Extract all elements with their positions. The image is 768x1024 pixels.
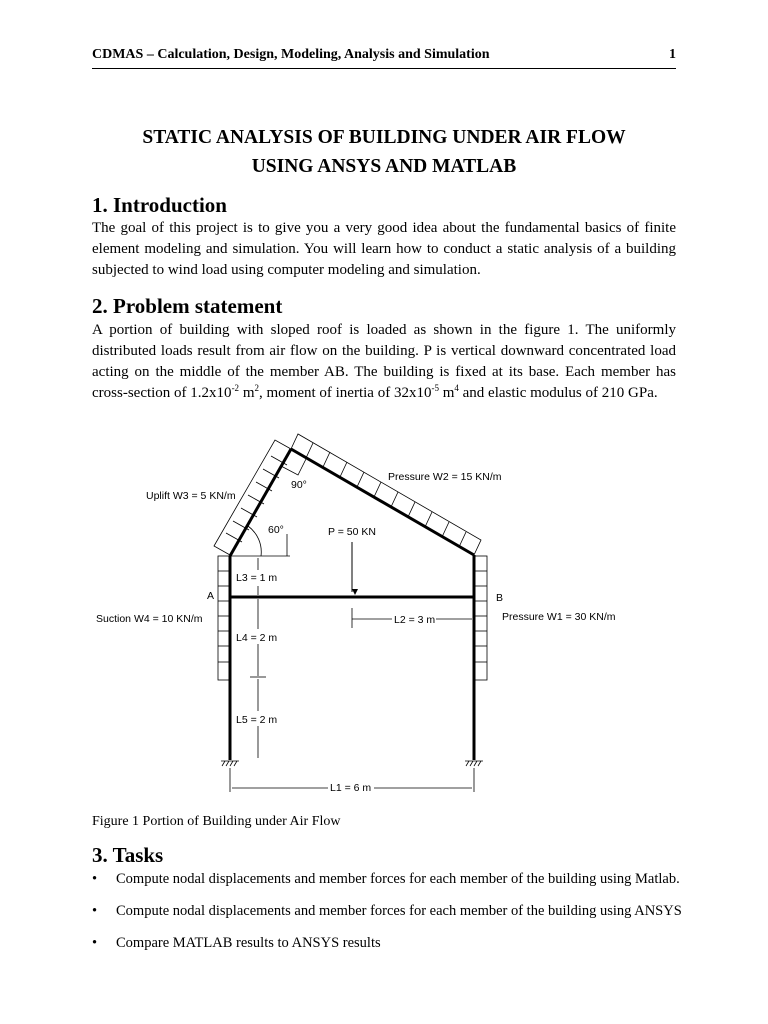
figure-caption: Figure 1 Portion of Building under Air Flow <box>92 814 341 829</box>
task-text: Compute nodal displacements and member forces for each member of the building using Matlab. <box>116 871 680 887</box>
heading-problem-statement: 2. Problem statement <box>92 294 283 318</box>
problem-text-d: m <box>438 385 455 401</box>
fixed-supports <box>221 761 483 766</box>
suction-load-blocks <box>218 556 230 680</box>
problem-text-e: and elastic modulus of 210 GPa. <box>458 385 658 401</box>
dimension-lines <box>230 558 474 792</box>
label-pressure-w2: Pressure W2 = 15 KN/m <box>388 471 502 483</box>
task-text: Compare MATLAB results to ANSYS results <box>116 935 381 951</box>
label-angle-60: 60° <box>268 524 284 536</box>
task-text: Compute nodal displacements and member forces for each member of the building using ANSYS <box>116 903 682 919</box>
heading-introduction: 1. Introduction <box>92 193 227 217</box>
roof-pressure-load-blocks <box>291 434 481 555</box>
problem-text-b: m <box>239 385 255 401</box>
label-l4: L4 = 2 m <box>236 632 278 644</box>
bullet-icon: • <box>92 871 98 887</box>
label-l3: L3 = 1 m <box>236 572 278 584</box>
label-uplift-w3: Uplift W3 = 5 KN/m <box>146 490 236 502</box>
label-pressure-w1: Pressure W1 = 30 KN/m <box>502 611 616 623</box>
introduction-paragraph: The goal of this project is to give you a very good idea about the fundamental basics of finite element modeling and simulation. You will learn how to conduct a static analysis of a building subjected to wind load using computer modeling and simulation. <box>92 220 676 278</box>
title-line-2: USING ANSYS AND MATLAB <box>251 156 517 177</box>
label-load-p: P = 50 KN <box>328 526 376 538</box>
bullet-icon: • <box>92 903 98 919</box>
label-node-a: A <box>207 590 215 602</box>
page-number: 1 <box>669 47 676 62</box>
bullet-icon: • <box>92 935 98 951</box>
label-l5: L5 = 2 m <box>236 714 278 726</box>
exponent-inertia-unit: 4 <box>454 383 459 393</box>
problem-text-c: , moment of inertia of 32x10 <box>258 385 432 401</box>
label-suction-w4: Suction W4 = 10 KN/m <box>96 613 203 625</box>
label-node-b: B <box>496 592 504 604</box>
exponent-area-unit: 2 <box>254 383 259 393</box>
exponent-area-power: -2 <box>231 383 240 393</box>
exponent-inertia-power: -5 <box>431 383 439 393</box>
title-line-1: STATIC ANALYSIS OF BUILDING UNDER AIR FLOW <box>142 127 626 148</box>
label-l1: L1 = 6 m <box>330 782 372 794</box>
label-l2: L2 = 3 m <box>394 614 436 626</box>
label-angle-90: 90° <box>291 479 307 491</box>
heading-tasks: 3. Tasks <box>92 843 164 867</box>
wall-pressure-load-blocks <box>475 556 487 680</box>
problem-text-a: A portion of building with sloped roof is loaded as shown in the figure 1. The uniformly distributed loads result from air flow on the building. P is vertical downward concentrated load acting on the middle of the member AB. The building is fixed at its base. Each member has cross-section of 1.2x10 <box>92 322 676 401</box>
header-title: CDMAS – Calculation, Design, Modeling, Analysis and Simulation <box>92 47 490 62</box>
